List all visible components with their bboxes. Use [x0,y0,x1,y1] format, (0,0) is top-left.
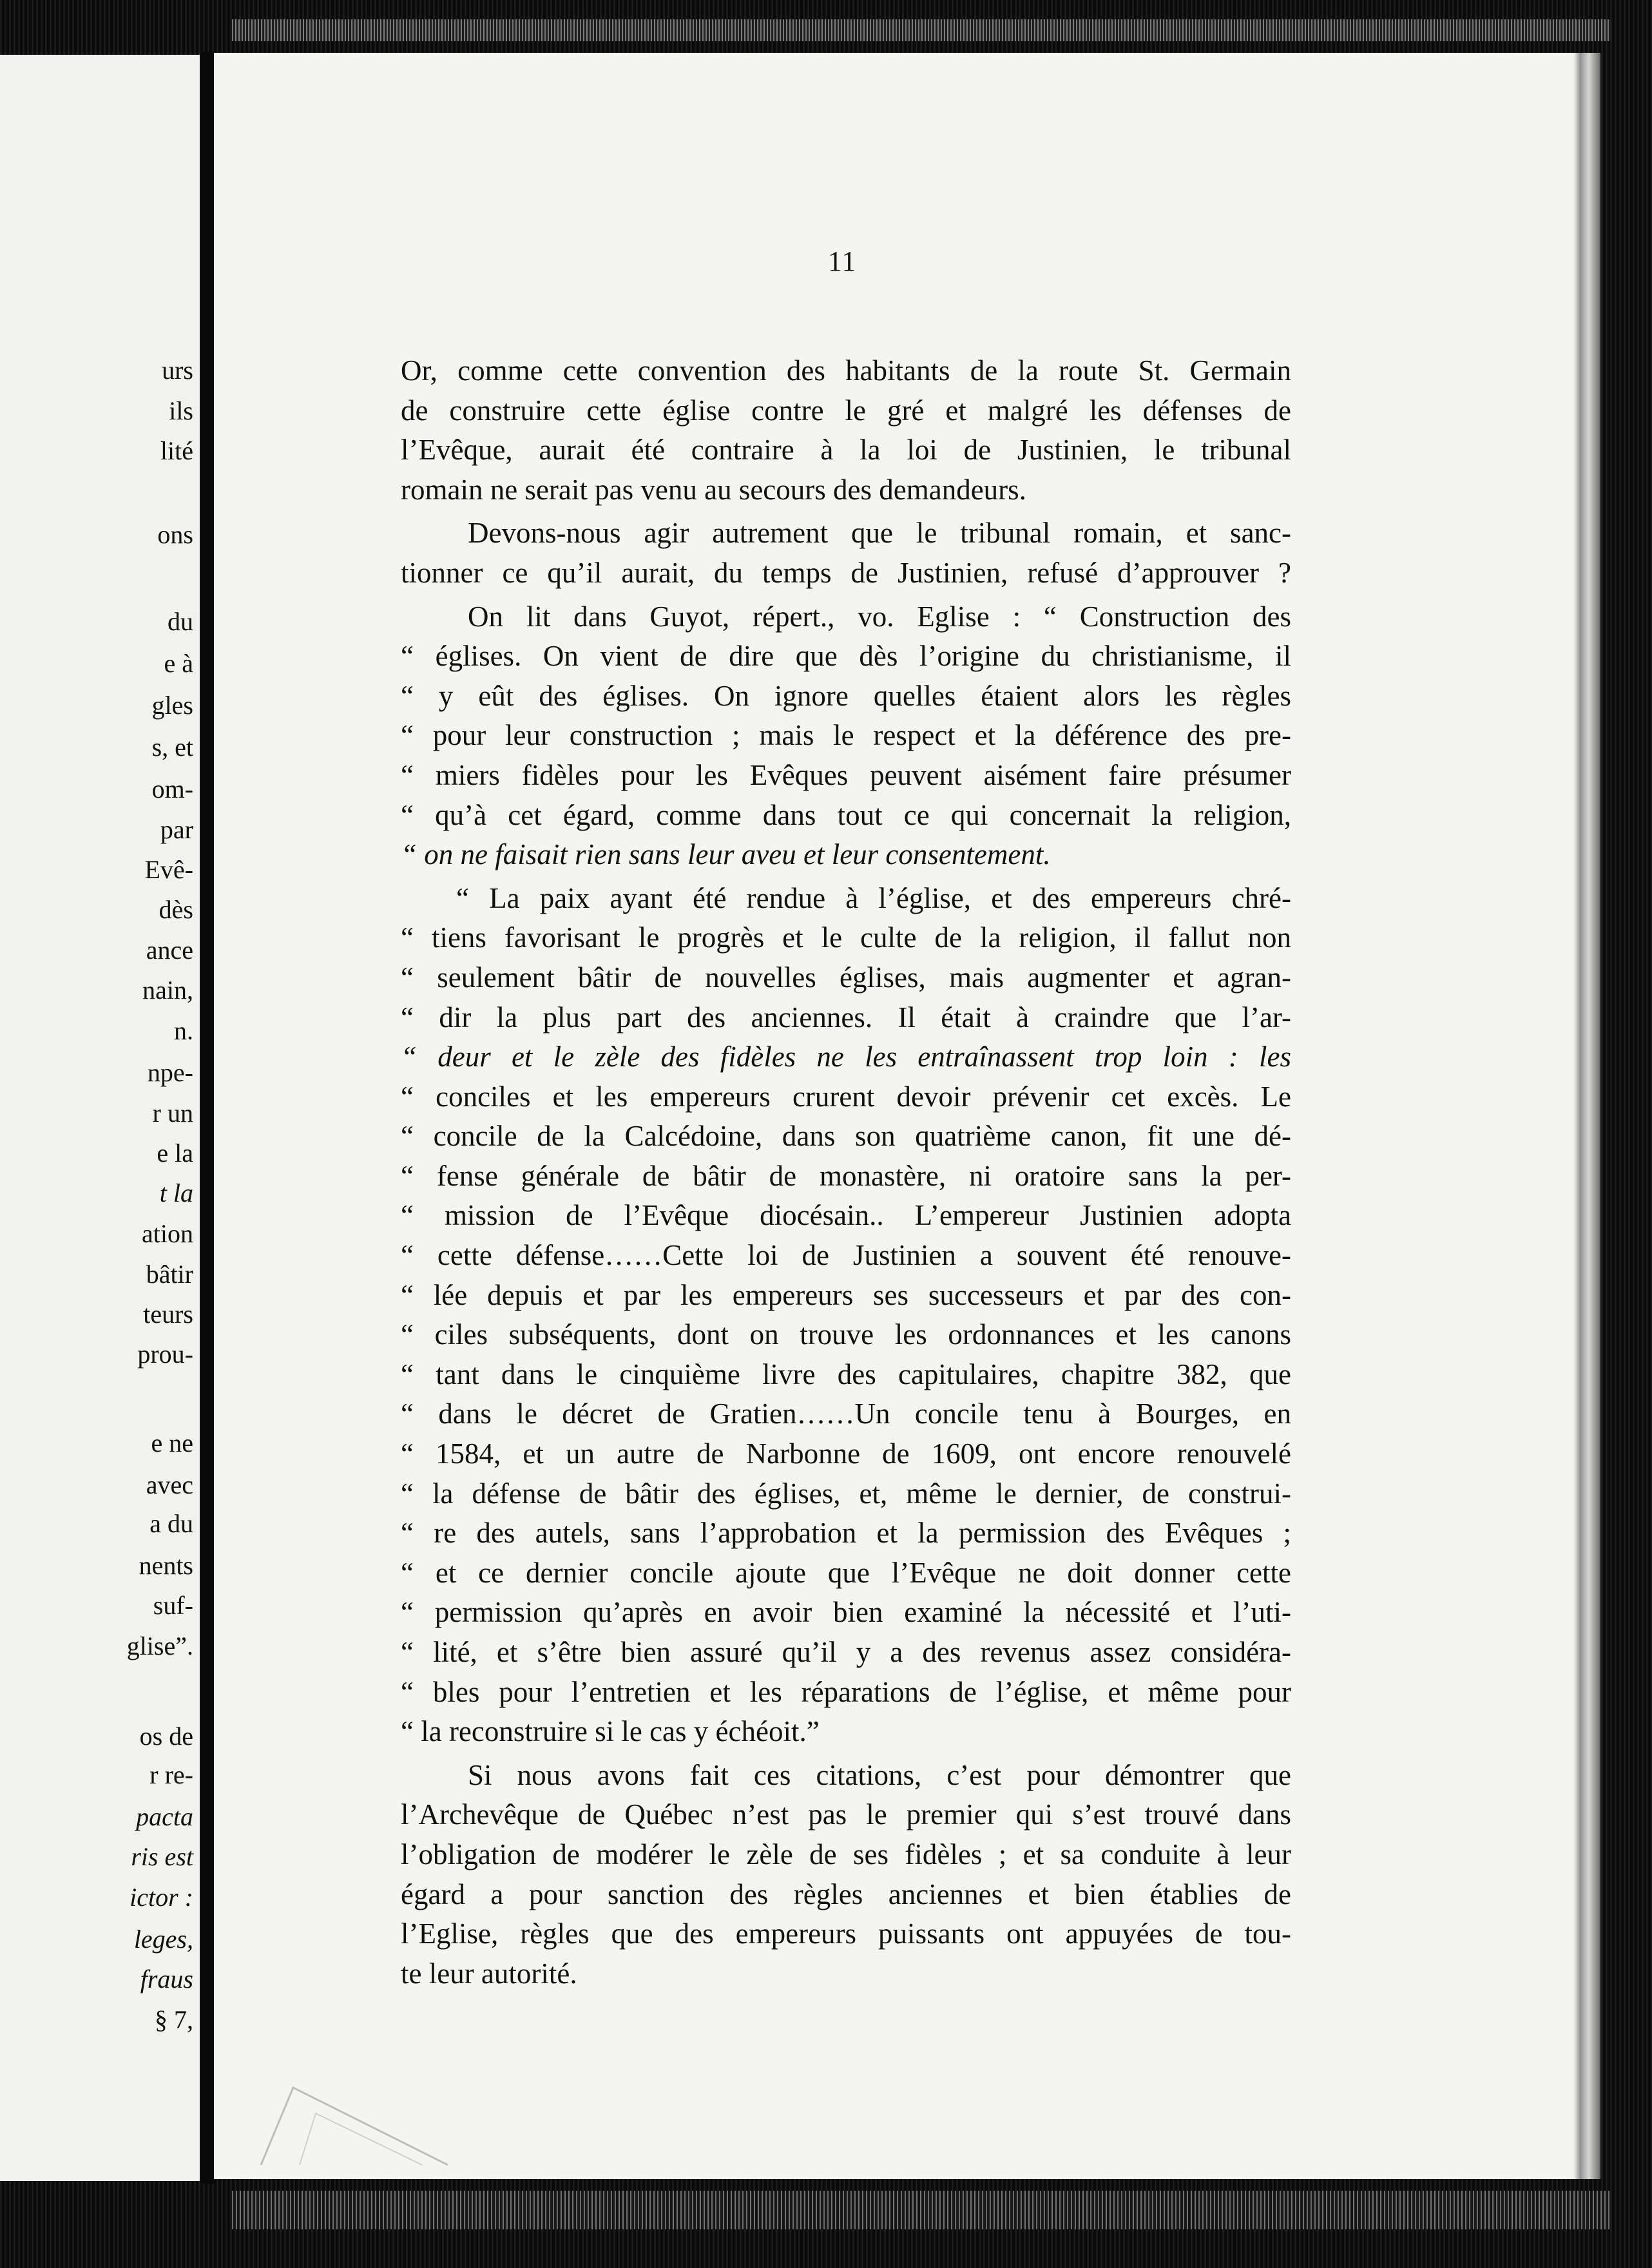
text-line: “ 1584, et un autre de Narbonne de 1609, ont encore renouvelé [401,1437,1291,1470]
text-line: “ on ne faisait rien sans leur aveu et leur consentement. [401,838,1051,871]
left-page-text: leges, [133,1925,193,1954]
left-page-text: bâtir [146,1260,193,1289]
left-page-text: urs [162,356,193,385]
left-page-text: e la [157,1139,193,1168]
left-page-text: ils [169,396,193,425]
text-line: “ re des autels, sans l’approbation et la permission des Evêques ; [401,1517,1291,1550]
left-page-text: teurs [143,1300,193,1329]
text-line: “ la défense de bâtir des églises, et, même le dernier, de construi- [401,1477,1291,1510]
left-page-text: e à [164,649,193,678]
left-page-text: n. [174,1016,193,1045]
left-page-text: avec [146,1470,193,1499]
text-line: égard a pour sanction des règles anciennes et bien établies de [401,1878,1291,1910]
body-text [401,351,1291,1994]
text-line: “ la reconstruire si le cas y échéoit.” [401,1715,820,1748]
left-page-text: dès [158,895,193,924]
left-page-text: os de [139,1722,193,1751]
left-page-fragment [0,55,200,2181]
left-page-text: npe- [147,1058,193,1087]
text-line: “ tant dans le cinquième livre des capitulaires, chapitre 382, que [401,1358,1291,1390]
left-page-text: r re- [149,1760,193,1789]
left-page-text: om- [151,774,193,803]
page-corner-fold [255,2075,461,2171]
text-line: Si nous avons fait ces citations, c’est pour démontrer que [468,1758,1291,1791]
left-page-text: t la [159,1178,193,1207]
text-line: “ qu’à cet égard, comme dans tout ce qui concernait la religion, [401,798,1291,831]
left-page-text: nain, [142,975,193,1004]
left-page-text: suf- [153,1591,193,1620]
text-line: “ miers fidèles pour les Evêques peuvent aisément faire présumer [401,758,1291,791]
text-line: “ et ce dernier concile ajoute que l’Evêque ne doit donner cette [401,1556,1291,1589]
text-line: Or, comme cette convention des habitants de la route St. Germain [401,354,1291,387]
left-page-text: § 7, [155,2005,193,2034]
text-line: “ seulement bâtir de nouvelles églises, mais augmenter et agran- [401,961,1291,994]
text-line: On lit dans Guyot, répert., vo. Eglise : “ Construction des [468,600,1291,633]
left-page-text: fraus [140,1965,193,1994]
text-line: “ deur et le zèle des fidèles ne les entraînassent trop loin : les [401,1041,1291,1073]
left-page-text: ons [157,520,193,549]
text-line: l’obligation de modérer le zèle de ses fidèles ; et sa conduite à leur [401,1838,1291,1870]
text-line: “ fense générale de bâtir de monastère, ni oratoire sans la per- [401,1159,1291,1192]
film-edge-top [232,19,1611,41]
left-page-text: s, et [151,733,193,762]
text-line: Devons-nous agir autrement que le tribunal romain, et sanc- [468,517,1291,550]
text-line: “ pour leur construction ; mais le respect et la déférence des pre- [401,719,1291,752]
left-page-text: glise”. [126,1631,193,1660]
text-line: “ tiens favorisant le progrès et le culte de la religion, il fallut non [401,921,1291,954]
text-line: “ conciles et les empereurs crurent devoir prévenir cet excès. Le [401,1080,1291,1113]
page-right-edge [1581,53,1600,2179]
left-page-text: prou- [137,1340,193,1369]
text-line: “ lée depuis et par les empereurs ses successeurs et par des con- [401,1278,1291,1311]
left-page-text: ictor : [130,1883,193,1912]
text-line: te leur autorité. [401,1957,577,1990]
text-line: “ églises. On vient de dire que dès l’origine du christianisme, il [401,640,1291,673]
text-line: tionner ce qu’il aurait, du temps de Justinien, refusé d’approuver ? [401,556,1291,589]
left-page-text: du [168,607,193,636]
text-line: “ mission de l’Evêque diocésain.. L’empereur Justinien adopta [401,1199,1291,1232]
left-page-text: e ne [151,1428,193,1457]
text-line: “ La paix ayant été rendue à l’église, et des empereurs chré- [456,881,1291,914]
page-number: 11 [828,245,857,277]
text-line: “ cette défense……Cette loi de Justinien a souvent été renouve- [401,1239,1291,1272]
text-line: “ dans le décret de Gratien……Un concile tenu à Bourges, en [401,1398,1291,1430]
left-page-text: a du [149,1509,193,1538]
left-page-text: Evê- [144,855,193,884]
text-line: “ lité, et s’être bien assuré qu’il y a des revenus assez considéra- [401,1636,1291,1668]
text-line: “ dir la plus part des anciennes. Il était à craindre que l’ar- [401,1001,1291,1033]
left-page-text: ance [146,936,193,965]
left-page-text: par [160,815,193,844]
left-page-text: nents [139,1551,193,1580]
film-edge-bottom [232,2191,1611,2229]
text-line: l’Eglise, règles que des empereurs puissants ont appuyées de tou- [401,1917,1291,1950]
left-page-text: gles [151,691,193,720]
text-line: romain ne serait pas venu au secours des demandeurs. [401,473,1026,506]
text-line: “ ciles subséquents, dont on trouve les ordonnances et les canons [401,1318,1291,1351]
text-line: l’Evêque, aurait été contraire à la loi de Justinien, le tribunal [401,434,1291,466]
text-line: de construire cette église contre le gré et malgré les défenses de [401,394,1291,427]
left-page-text: ation [142,1219,193,1248]
left-page-text: ris est [131,1842,193,1871]
gutter-shadow [201,52,214,2184]
text-line: l’Archevêque de Québec n’est pas le premier qui s’est trouvé dans [401,1798,1291,1831]
text-line: “ bles pour l’entretien et les réparations de l’église, et même pour [401,1675,1291,1708]
text-line: “ concile de la Calcédoine, dans son quatrième canon, fit une dé- [401,1120,1291,1153]
text-line: “ permission qu’après en avoir bien examiné la nécessité et l’uti- [401,1596,1291,1629]
left-page-text: lité [160,436,193,465]
left-page-text: pacta [136,1802,193,1831]
left-page-text: r un [152,1099,193,1128]
text-line: “ y eût des églises. On ignore quelles étaient alors les règles [401,679,1291,712]
